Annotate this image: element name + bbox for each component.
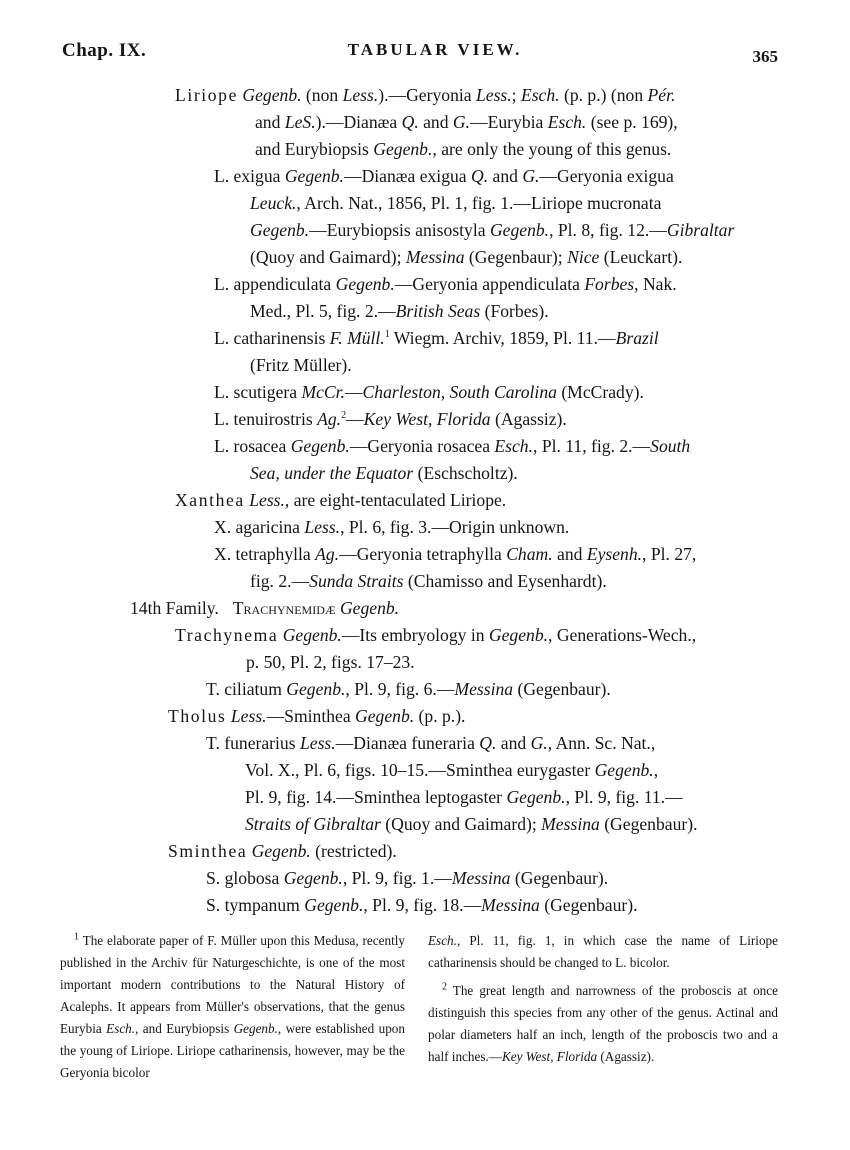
species-rosacea-line-2: Sea, under the Equator (Eschscholtz). (250, 463, 518, 483)
footnote-mark-1: 1 (74, 931, 79, 943)
species-funerarius-line-3: Pl. 9, fig. 14.—Sminthea leptogaster Gegenb., Pl. 9, fig. 11.— (245, 787, 683, 807)
species-globosa: S. globosa Gegenb., Pl. 9, fig. 1.—Messina (Gegenbaur). (206, 868, 609, 888)
family-heading: 14th Family. Trachynemidæ Gegenb. (130, 598, 400, 618)
species-exigua-line-3: Gegenb.—Eurybiopsis anisostyla Gegenb., Pl. 8, fig. 12.—Gibraltar (250, 220, 735, 240)
footnote-mark-2: 2 (442, 981, 447, 993)
chapter-label: Chap. IX. (62, 40, 147, 61)
footnote-column-right (428, 930, 778, 1068)
footnote-ref-1: 1 (384, 329, 390, 341)
genus-liriope-line-2: and LeS.).—Dianæa Q. and G.—Eurybia Esch. (see p. 169), (255, 112, 678, 132)
species-catharinensis-line-1: L. catharinensis F. Müll.$^1$ Wiegm. Archiv, 1859, Pl. 11.—Brazil (214, 328, 659, 348)
species-exigua-line-4: (Quoy and Gaimard); Messina (Gegenbaur); Nice (Leuckart). (250, 247, 683, 267)
species-catharinensis-line-2: (Fritz Müller). (250, 355, 352, 375)
genus-sminthea: Sminthea Gegenb. (restricted). (168, 841, 397, 861)
species-funerarius-line-2: Vol. X., Pl. 6, figs. 10–15.—Sminthea eurygaster Gegenb., (245, 760, 659, 780)
footnote-1: $^1$ The elaborate paper of F. Müller upon this Medusa, recently published in the Archiv für Naturgeschichte, is one of the most important modern contributions to the Natural History of Acalephs. It appears from Müller's observations, that the genus Eurybia Esch., and Eurybiopsis Gegenb., were established upon the young of Liriope. Liriope catharinensis, however, may be the Geryonia bicolor (60, 931, 405, 1080)
genus-liriope-line-1: Liriope Gegenb. (non Less.).—Geryonia Less.; Esch. (p. p.) (non Pér. (175, 85, 676, 105)
species-ciliatum: T. ciliatum Gegenb., Pl. 9, fig. 6.—Messina (Gegenbaur). (206, 679, 611, 699)
genus-xanthea: Xanthea Less., are eight-tentaculated Liriope. (175, 490, 507, 510)
species-appendiculata-line-1: L. appendiculata Gegenb.—Geryonia appendiculata Forbes, Nak. (214, 274, 677, 294)
species-exigua-line-2: Leuck., Arch. Nat., 1856, Pl. 1, fig. 1.—Liriope mucronata (250, 193, 662, 213)
species-scutigera: L. scutigera McCr.—Charleston, South Carolina (McCrady). (214, 382, 644, 402)
species-tympanum: S. tympanum Gegenb., Pl. 9, fig. 18.—Messina (Gegenbaur). (206, 895, 638, 915)
species-rosacea-line-1: L. rosacea Gegenb.—Geryonia rosacea Esch., Pl. 11, fig. 2.—South (214, 436, 691, 456)
species-tetraphylla-line-2: fig. 2.—Sunda Straits (Chamisso and Eysenhardt). (250, 571, 607, 591)
running-title: TABULAR VIEW. (347, 40, 523, 59)
species-exigua-line-1: L. exigua Gegenb.—Dianæa exigua Q. and G.—Geryonia exigua (214, 166, 674, 186)
genus-trachynema-line-1: Trachynema Gegenb.—Its embryology in Gegenb., Generations-Wech., (175, 625, 697, 645)
page-number: 365 (752, 47, 778, 66)
genus-liriope-line-3: and Eurybiopsis Gegenb., are only the young of this genus. (255, 139, 672, 159)
footnote-2: $^2$ The great length and narrowness of the proboscis at once distinguish this species from any other of the genus. Actinal and polar diameters half an inch, length of the proboscis two and a half inches.—Key West, Florida (Agassiz). (428, 981, 778, 1064)
species-tetraphylla-line-1: X. tetraphylla Ag.—Geryonia tetraphylla Cham. and Eysenh., Pl. 27, (214, 544, 697, 564)
species-tenuirostris: L. tenuirostris Ag.$^2$—Key West, Florida (Agassiz). (214, 409, 567, 429)
species-funerarius-line-1: T. funerarius Less.—Dianæa funeraria Q. and G., Ann. Sc. Nat., (206, 733, 656, 753)
page-header (0, 40, 850, 70)
genus-trachynema-line-2: p. 50, Pl. 2, figs. 17–23. (246, 652, 415, 672)
footnote-1-continued: Esch., Pl. 11, fig. 1, in which case the name of Liriope catharinensis should be changed to L. bicolor. (428, 933, 778, 970)
genus-tholus: Tholus Less.—Sminthea Gegenb. (p. p.). (168, 706, 466, 726)
species-appendiculata-line-2: Med., Pl. 5, fig. 2.—British Seas (Forbes). (250, 301, 549, 321)
species-agaricina: X. agaricina Less., Pl. 6, fig. 3.—Origin unknown. (214, 517, 570, 537)
species-funerarius-line-4: Straits of Gibraltar (Quoy and Gaimard); Messina (Gegenbaur). (245, 814, 698, 834)
footnote-ref-2: 2 (341, 410, 347, 422)
